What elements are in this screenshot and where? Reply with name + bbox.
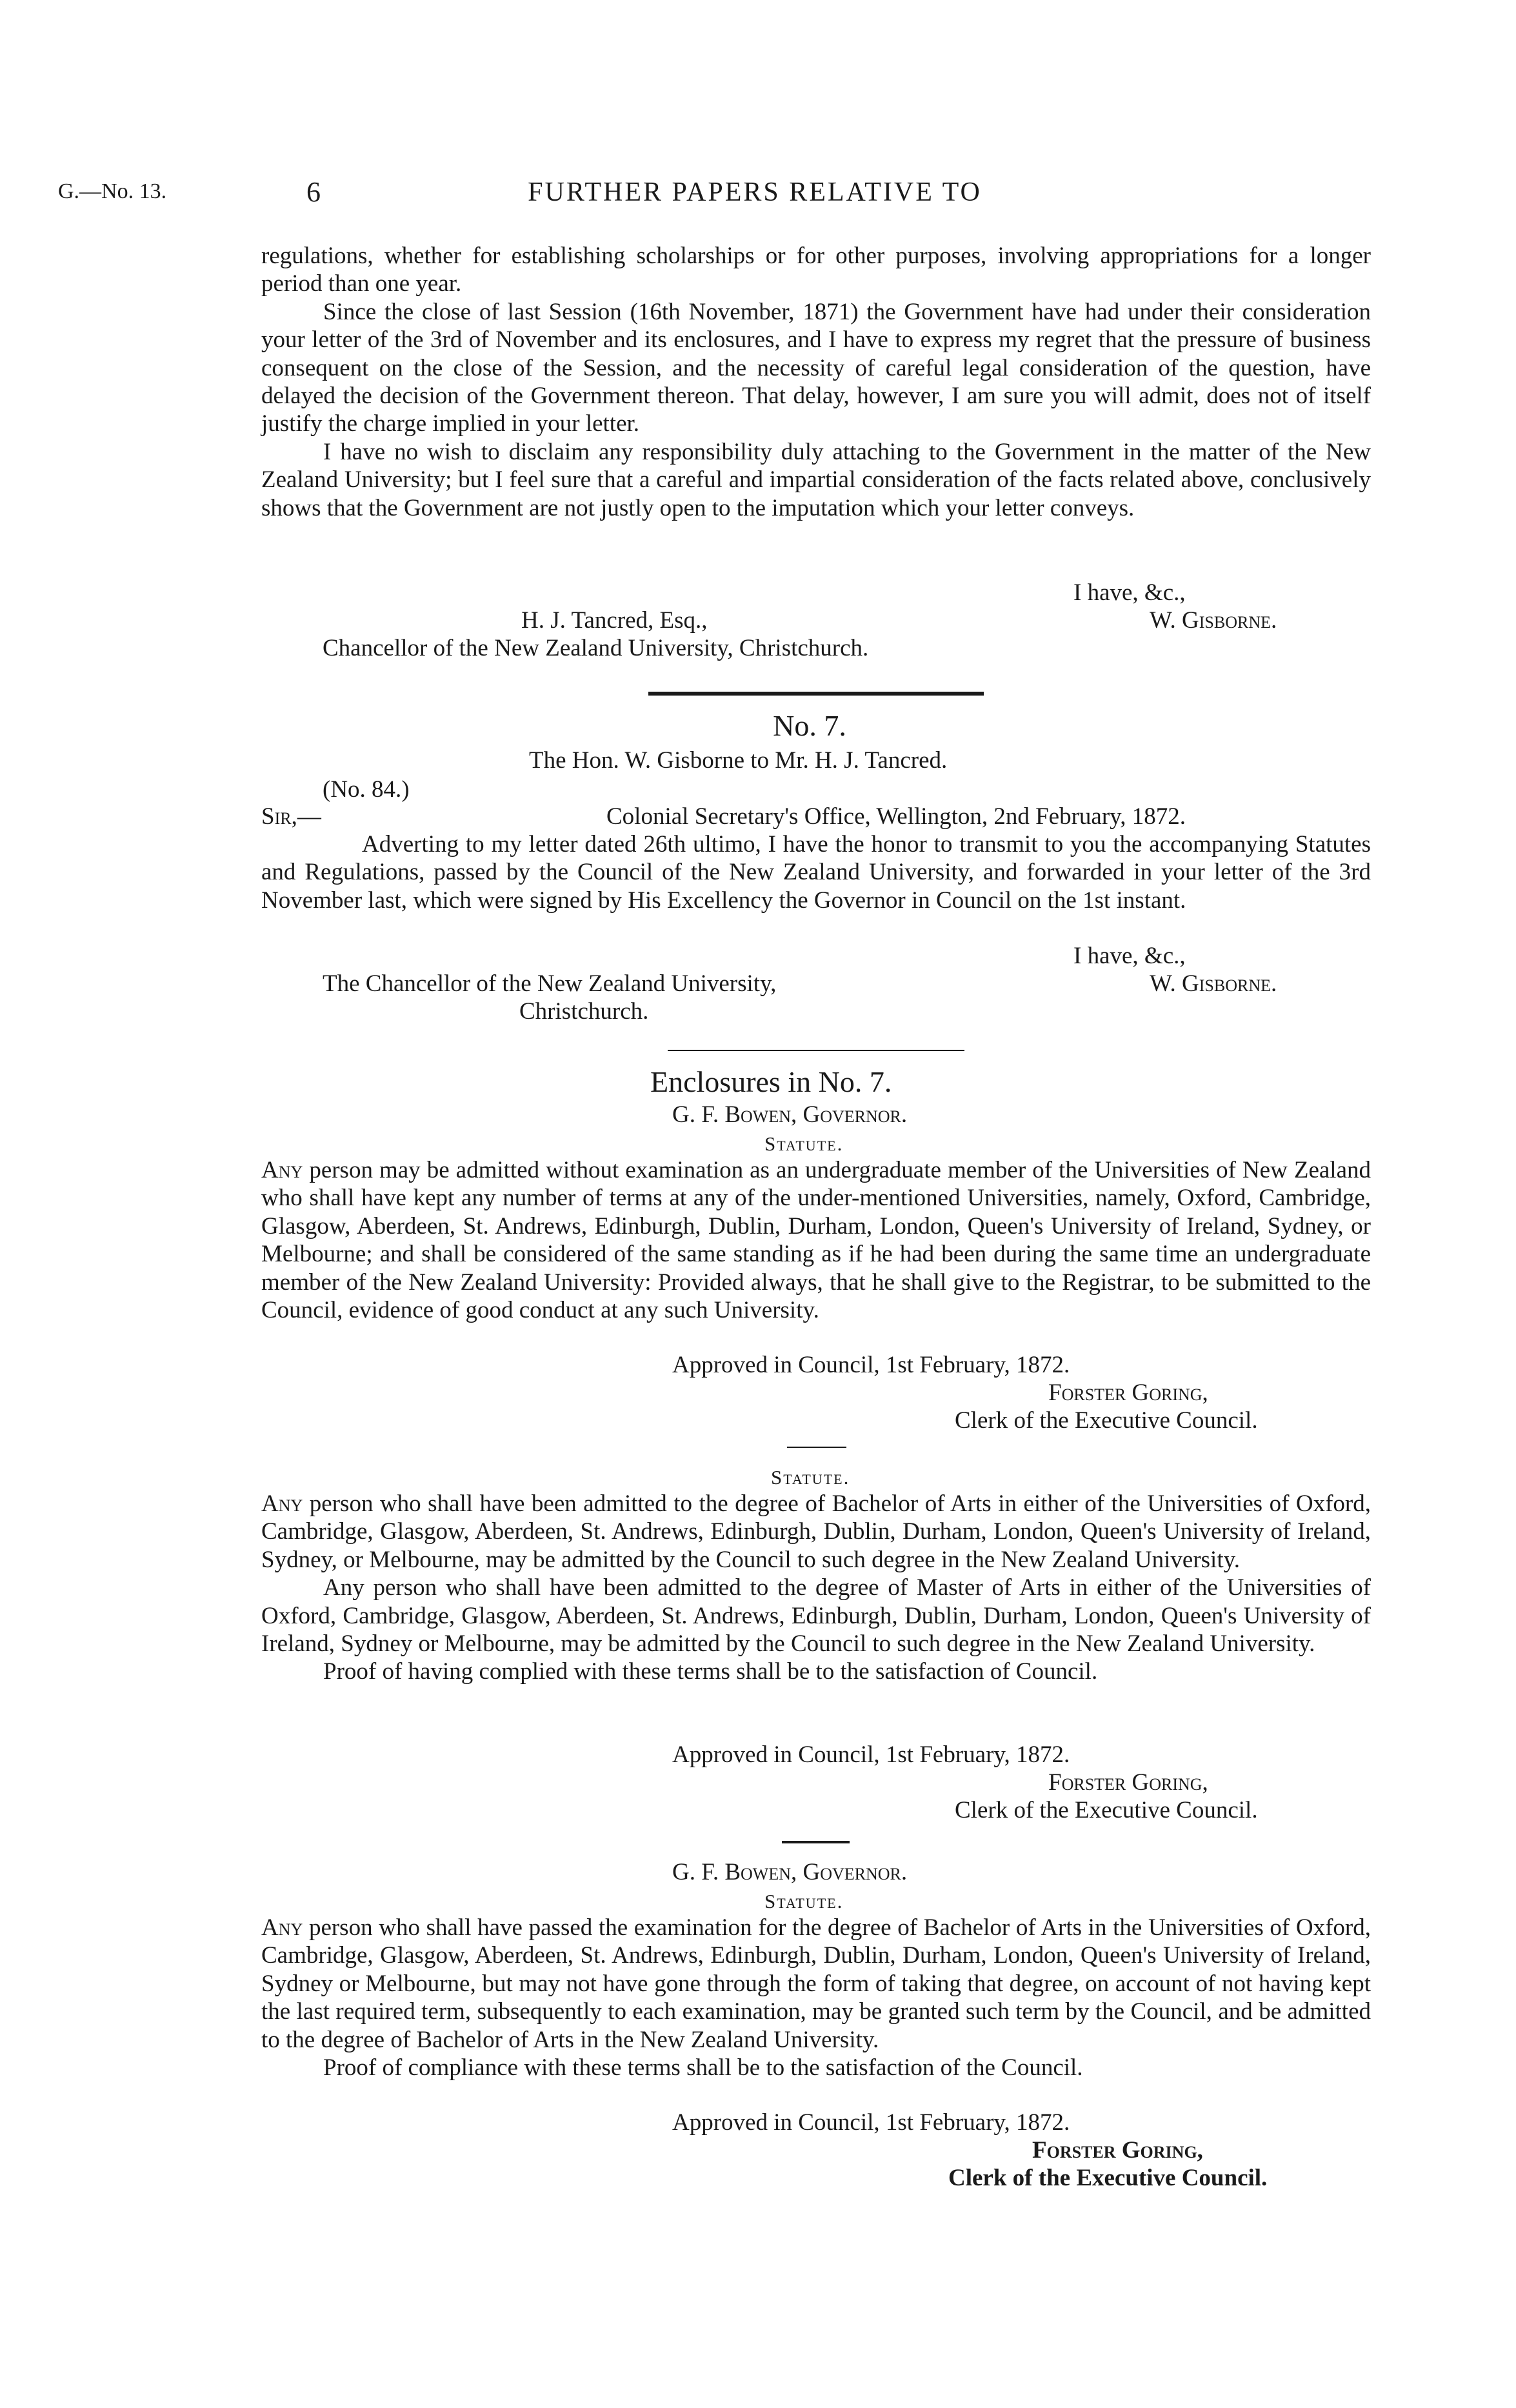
letter-7-from-to: The Hon. W. Gisborne to Mr. H. J. Tancred.	[529, 747, 948, 774]
statute-1-title: Statute.	[764, 1132, 844, 1155]
statute-3-text	[261, 1914, 1371, 2054]
letter-6-addressee-title: Chancellor of the New Zealand University, Christchurch.	[323, 635, 869, 661]
letter-6-signer: W. Gisborne.	[1150, 607, 1277, 634]
letter-6-body	[261, 242, 1371, 522]
short-divider-2	[782, 1841, 850, 1843]
document-reference: G.—No. 13.	[58, 179, 167, 203]
letter-7-signer: W. Gisborne.	[1150, 970, 1277, 997]
statute-2-title: Statute.	[771, 1466, 850, 1489]
statute-1-approved: Approved in Council, 1st February, 1872.	[672, 1352, 1070, 1378]
statute-3-clerk-name: Forster Goring,	[1032, 2137, 1203, 2163]
letter-7-heading: No. 7.	[773, 709, 846, 742]
page-number: 6	[306, 176, 321, 208]
statute-3-para-2: Proof of compliance with these terms shall be to the satisfaction of the Council.	[323, 2054, 1083, 2082]
statute-2-clerk-name: Forster Goring,	[1048, 1769, 1208, 1796]
statute-2-lead: Any	[261, 1490, 303, 1517]
statute-3-title: Statute.	[764, 1890, 844, 1912]
letter-6-para-1: regulations, whether for establishing scholarships or for other purposes, involving appropriations for a longer period than one year.	[261, 243, 1371, 297]
letter-6-closing: I have, &c.,	[1073, 579, 1186, 606]
statute-3-body-text: person who shall have passed the examination for the degree of Bachelor of Arts in the Universities of Oxford, Cambridge, Glasgow, Aberdeen, St. Andrews, Edinburgh, Dublin, Durham, London, Queen's University of Ireland, Sydney or Melbourne, but may not have gone through the form of taking that degree, on account of not having kept the last required term, subsequently to each examination, may be granted such term by the Council, and be admitted to the degree of Bachelor of Arts in the New Zealand University.	[261, 1914, 1371, 2053]
statute-2-body-text: person who shall have been admitted to the degree of Bachelor of Arts in either of the Universities of Oxford, Cambridge, Glasgow, Aberdeen, St. Andrews, Edinburgh, Dublin, Durham, London, Queen's University of Ireland, Sydney, or Melbourne, may be admitted by the Council to such degree in the New Zealand University.	[261, 1490, 1371, 1573]
letter-7-salutation: Sir,—	[261, 803, 321, 830]
letter-7-dateline: Colonial Secretary's Office, Wellington, 2nd February, 1872.	[606, 803, 1186, 830]
short-divider-1	[787, 1447, 846, 1448]
section-divider-2	[668, 1050, 964, 1051]
letter-7-addressee-line-1: The Chancellor of the New Zealand University,	[323, 970, 777, 997]
letter-7-number: (No. 84.)	[323, 776, 410, 803]
running-header	[58, 176, 1413, 214]
letter-6-addressee-name: H. J. Tancred, Esq.,	[521, 607, 708, 634]
statute-1-clerk-title: Clerk of the Executive Council.	[955, 1407, 1258, 1434]
statute-2-para-2: Any person who shall have been admitted to the degree of Master of Arts in either of the Universities of Oxford, Cambridge, Glasgow, Aberdeen, St. Andrews, Edinburgh, Dublin, Durham, London, Queen's University of Ireland, Sydney or Melbourne, may be admitted by the Council to such degree in the New Zealand University.	[261, 1574, 1371, 1658]
statute-1-text	[261, 1156, 1371, 1324]
statute-3-body	[261, 1914, 1371, 2082]
statute-1-lead: Any	[261, 1157, 303, 1183]
page-title: FURTHER PAPERS RELATIVE TO	[528, 177, 982, 207]
statute-3-approved: Approved in Council, 1st February, 1872.	[672, 2109, 1070, 2136]
statute-2-body	[261, 1490, 1371, 1686]
letter-7-addressee-line-2: Christchurch.	[519, 998, 649, 1025]
letter-6-para-3: I have no wish to disclaim any responsibility duly attaching to the Government in the matter of the New Zealand University; but I feel sure that a careful and impartial consideration of the facts related above, conclusively shows that the Government are not justly open to the imputation which your letter conveys.	[261, 438, 1371, 521]
statute-1-clerk-name: Forster Goring,	[1048, 1380, 1208, 1406]
statute-2-text	[261, 1490, 1371, 1574]
statute-2-para-3: Proof of having complied with these terms shall be to the satisfaction of Council.	[323, 1658, 1098, 1685]
enclosures-heading: Enclosures in No. 7.	[650, 1065, 892, 1098]
section-divider	[648, 692, 984, 696]
letter-7-body	[261, 830, 1371, 914]
statute-3-lead: Any	[261, 1914, 303, 1941]
statute-2-approved: Approved in Council, 1st February, 1872.	[672, 1741, 1070, 1768]
letter-7-body-text: Adverting to my letter dated 26th ultimo, I have the honor to transmit to you the accompanying Statutes and Regulations, passed by the Council of the New Zealand University, and forwarded in your letter of the 3rd November last, which were signed by His Excellency the Governor in Council on the 1st instant.	[261, 831, 1371, 914]
statute-1-body-text: person may be admitted without examination as an undergraduate member of the Universities of New Zealand who shall have kept any number of terms at any of the under-mentioned Universities, namely, Oxford, Cambridge, Glasgow, Aberdeen, St. Andrews, Edinburgh, Dublin, Durham, London, Queen's University of Ireland, Sydney, or Melbourne; and shall be considered of the same standing as if he had been during the same time an undergraduate member of the New Zealand University: Provided always, that he shall give to the Registrar, to be submitted to the Council, evidence of good conduct at any such University.	[261, 1157, 1371, 1324]
letter-7-closing: I have, &c.,	[1073, 943, 1186, 969]
letter-6-para-2: Since the close of last Session (16th November, 1871) the Government have had under their consideration your letter of the 3rd of November and its enclosures, and I have to express my regret that the pressure of business consequent on the close of the Session, and the necessity of careful legal consideration of the question, have delayed the decision of the Government thereon. That delay, however, I am sure you will admit, does not of itself justify the charge implied in your letter.	[261, 298, 1371, 437]
statute-3-clerk-title: Clerk of the Executive Council.	[948, 2165, 1268, 2191]
statute-1-governor: G. F. Bowen, Governor.	[672, 1101, 908, 1128]
statute-3-governor: G. F. Bowen, Governor.	[672, 1859, 908, 1885]
statute-2-clerk-title: Clerk of the Executive Council.	[955, 1797, 1258, 1823]
statute-1-body	[261, 1156, 1371, 1324]
